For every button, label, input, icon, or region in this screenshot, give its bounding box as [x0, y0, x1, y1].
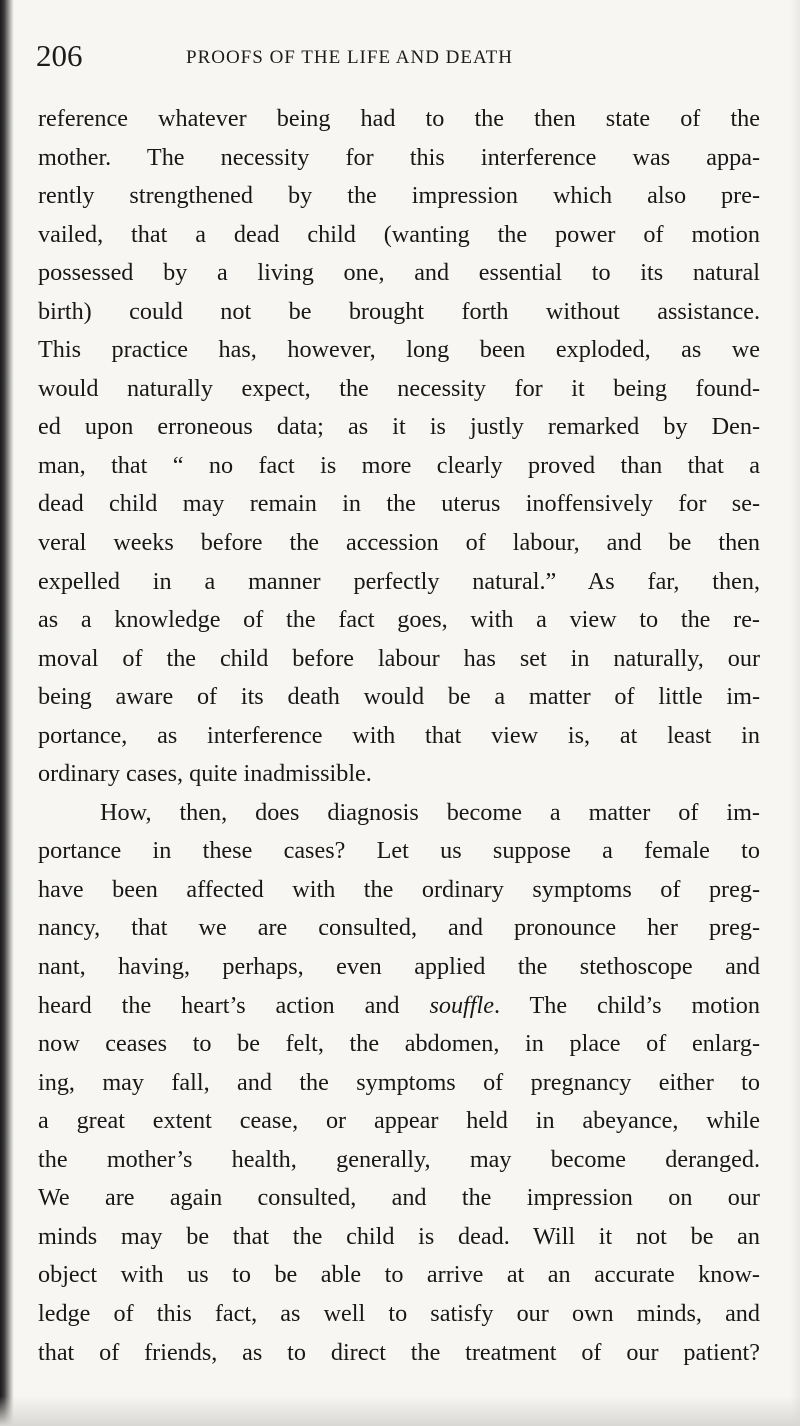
- text-line: expelled in a manner perfectly natural.” As far, then,: [38, 567, 760, 595]
- text-line: ed upon erroneous data; as it is justly remarked by Den-: [38, 413, 760, 441]
- page-gutter-shadow: [0, 0, 14, 1426]
- text-line: minds may be that the child is dead. Will it not be an: [38, 1222, 760, 1250]
- text-line: the mother’s health, generally, may become deranged.: [38, 1145, 760, 1173]
- text-segment: heard the heart’s action and: [38, 991, 430, 1019]
- body-text: [38, 100, 760, 1372]
- text-line: nant, having, perhaps, even applied the stethoscope and: [38, 953, 760, 981]
- text-line: reference whatever being had to the then state of the: [38, 105, 760, 132]
- text-line: How, then, does diagnosis become a matter of im-: [100, 798, 760, 826]
- text-line: portance, as interference with that view is, at least in: [38, 721, 760, 749]
- text-line: rently strengthened by the impression which also pre-: [38, 182, 760, 210]
- page-bottom-edge: [0, 1396, 800, 1426]
- text-line: This practice has, however, long been exploded, as we: [38, 336, 760, 364]
- text-line: portance in these cases? Let us suppose a female to: [38, 837, 760, 865]
- text-line: ordinary cases, quite inadmissible.: [38, 760, 372, 788]
- text-line: vailed, that a dead child (wanting the power of motion: [38, 220, 760, 248]
- text-line: man, that “ no fact is more clearly proved than that a: [38, 451, 760, 479]
- text-line: ing, may fall, and the symptoms of pregnancy either to: [38, 1068, 760, 1096]
- text-line: nancy, that we are consulted, and pronounce her preg-: [38, 914, 760, 942]
- text-line: mother. The necessity for this interference was appa-: [38, 143, 760, 171]
- running-head: [36, 36, 756, 76]
- text-line: being aware of its death would be a matter of little im-: [38, 683, 760, 711]
- text-line: would naturally expect, the necessity for it being found-: [38, 374, 760, 402]
- text-segment: . The child’s motion: [493, 991, 760, 1019]
- text-line-with-italic: [38, 987, 760, 1026]
- text-line: as a knowledge of the fact goes, with a view to the re-: [38, 606, 760, 634]
- text-line: moval of the child before labour has set in naturally, our: [38, 644, 760, 672]
- text-line: possessed by a living one, and essential to its natural: [38, 259, 760, 287]
- text-line: birth) could not be brought forth without assistance.: [38, 297, 760, 325]
- text-line: dead child may remain in the uterus inoffensively for se-: [38, 490, 760, 518]
- running-title: PROOFS OF THE LIFE AND DEATH: [186, 47, 513, 68]
- italic-term: souffle: [429, 991, 494, 1019]
- text-line: a great extent cease, or appear held in abeyance, while: [38, 1107, 760, 1135]
- text-line: ledge of this fact, as well to satisfy our own minds, and: [38, 1299, 760, 1327]
- text-line: have been affected with the ordinary symptoms of preg-: [38, 875, 760, 903]
- text-line: veral weeks before the accession of labour, and be then: [38, 529, 760, 557]
- text-line: We are again consulted, and the impression on our: [38, 1184, 760, 1212]
- page-number: 206: [36, 38, 83, 73]
- text-line: that of friends, as to direct the treatment of our patient?: [38, 1338, 760, 1366]
- page-edge: [790, 0, 800, 1426]
- text-line: now ceases to be felt, the abdomen, in place of enlarg-: [38, 1030, 760, 1058]
- text-line: object with us to be able to arrive at an accurate know-: [38, 1261, 760, 1289]
